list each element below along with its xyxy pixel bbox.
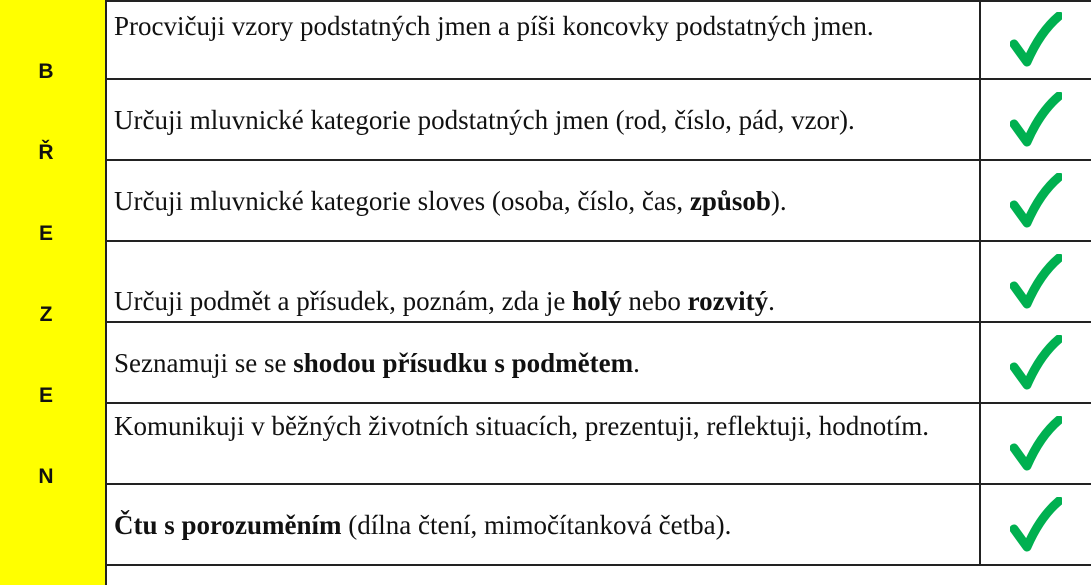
goal-sentence xyxy=(114,285,775,317)
goal-text-segment: nebo xyxy=(621,286,688,316)
goal-text-segment: Určuji mluvnické kategorie sloves (osoba, číslo, čas, xyxy=(114,185,690,216)
goal-sentence xyxy=(114,104,855,136)
goal-sentence xyxy=(114,10,874,42)
checkmark-icon xyxy=(1010,173,1062,229)
goal-text xyxy=(107,485,981,566)
goal-text xyxy=(107,404,981,485)
goal-text-segment: Procvičuji vzory podstatných jmen a píši koncovky podstatných jmen. xyxy=(114,11,874,41)
goal-text-bold-segment: Čtu s porozuměním xyxy=(114,509,342,540)
goal-text-bold-segment: rozvitý xyxy=(687,286,769,316)
check-mark-cell xyxy=(981,404,1091,485)
goal-text-segment: Seznamuji se se xyxy=(114,347,294,378)
check-mark-cell xyxy=(981,242,1091,323)
month-column xyxy=(0,0,107,585)
month-letter: B xyxy=(38,60,54,83)
checkmark-icon xyxy=(1010,12,1062,68)
checkmark-icon xyxy=(1010,335,1062,391)
goal-sentence xyxy=(114,410,929,442)
goal-sentence xyxy=(114,347,640,379)
goal-text-segment: Určuji podmět a přísudek, poznám, zda je xyxy=(114,286,573,316)
check-mark-cell xyxy=(981,0,1091,80)
goal-sentence xyxy=(114,185,787,217)
goal-sentence xyxy=(114,509,731,541)
month-letter: Z xyxy=(39,303,53,326)
check-mark-cell xyxy=(981,323,1091,404)
month-letter: E xyxy=(38,384,53,407)
month-letter: N xyxy=(38,465,54,488)
goal-text xyxy=(107,0,981,80)
goal-text xyxy=(107,80,981,161)
goal-text-segment: . xyxy=(768,286,775,316)
goal-text xyxy=(107,323,981,404)
goal-text-segment: Komunikuji v běžných životních situacích, prezentuji, reflektuji, hodnotím. xyxy=(114,411,930,441)
checkmark-icon xyxy=(1010,497,1062,553)
check-mark-cell xyxy=(981,161,1091,242)
checkmark-icon xyxy=(1010,92,1062,148)
table-bottom-margin xyxy=(107,566,1091,585)
check-mark-cell xyxy=(981,80,1091,161)
goal-text xyxy=(107,161,981,242)
month-letter: E xyxy=(38,222,53,245)
checkmark-icon xyxy=(1010,416,1062,472)
goal-text-segment: Určuji mluvnické kategorie podstatných jmen (rod, číslo, pád, vzor). xyxy=(114,104,855,135)
goal-text-segment: (dílna čtení, mimočítanková četba). xyxy=(341,509,732,540)
goal-text-bold-segment: holý xyxy=(572,286,622,316)
check-mark-cell xyxy=(981,485,1091,566)
goal-text-bold-segment: shodou přísudku s podmětem xyxy=(293,347,634,378)
goal-text xyxy=(107,242,981,323)
goal-text-segment: . xyxy=(633,347,640,378)
checkmark-icon xyxy=(1010,254,1062,310)
goal-text-bold-segment: způsob xyxy=(689,185,771,216)
month-letter: Ř xyxy=(38,141,54,164)
goal-text-segment: ). xyxy=(770,185,787,216)
